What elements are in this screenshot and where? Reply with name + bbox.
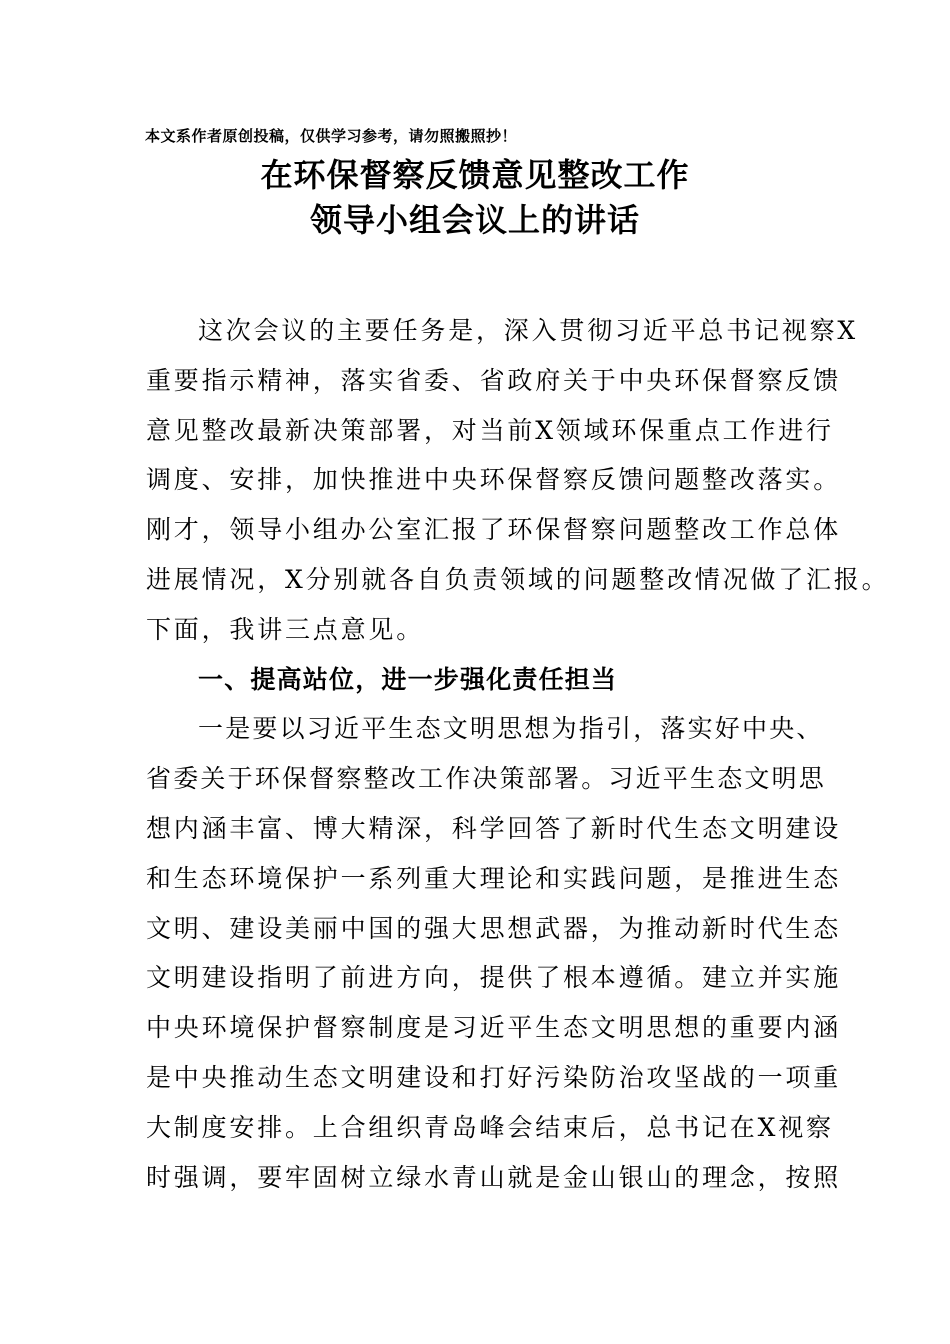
body-line: 文明、建设美丽中国的强大思想武器，为推动新时代生态 <box>146 913 842 943</box>
body-line: 时强调，要牢固树立绿水青山就是金山银山的理念，按照 <box>146 1162 842 1192</box>
body-line: 是中央推动生态文明建设和打好污染防治攻坚战的一项重 <box>146 1062 842 1092</box>
body-line: 一是要以习近平生态文明思想为指引，落实好中央、 <box>198 714 824 744</box>
document-title-line-1: 在环保督察反馈意见整改工作 <box>260 156 690 194</box>
body-line: 进展情况，X分别就各自负责领域的问题整改情况做了汇报。 <box>146 564 890 594</box>
body-line: 大制度安排。上合组织青岛峰会结束后，总书记在X视察 <box>146 1112 834 1142</box>
body-line: 和生态环境保护一系列重大理论和实践问题，是推进生态 <box>146 863 842 893</box>
body-line: 中央环境保护督察制度是习近平生态文明思想的重要内涵 <box>146 1013 842 1043</box>
copyright-notice: 本文系作者原创投稿，仅供学习参考，请勿照搬照抄！ <box>145 127 518 145</box>
body-line: 想内涵丰富、博大精深，科学回答了新时代生态文明建设 <box>146 813 842 843</box>
body-line: 省委关于环保督察整改工作决策部署。习近平生态文明思 <box>146 764 827 794</box>
body-line: 调度、安排，加快推进中央环保督察反馈问题整改落实。 <box>146 465 842 495</box>
body-line: 意见整改最新决策部署，对当前X领域环保重点工作进行 <box>146 415 834 445</box>
body-line: 这次会议的主要任务是，深入贯彻习近平总书记视察X <box>198 316 858 345</box>
section-heading: 一、提高站位，进一步强化责任担当 <box>198 664 618 694</box>
body-line: 重要指示精神，落实省委、省政府关于中央环保督察反馈 <box>146 365 842 395</box>
body-line: 文明建设指明了前进方向，提供了根本遵循。建立并实施 <box>146 963 842 993</box>
body-line: 下面，我讲三点意见。 <box>146 614 425 644</box>
document-title-line-2: 领导小组会议上的讲话 <box>309 201 640 239</box>
document-body <box>146 306 890 1202</box>
body-line: 刚才，领导小组办公室汇报了环保督察问题整改工作总体 <box>146 515 842 545</box>
